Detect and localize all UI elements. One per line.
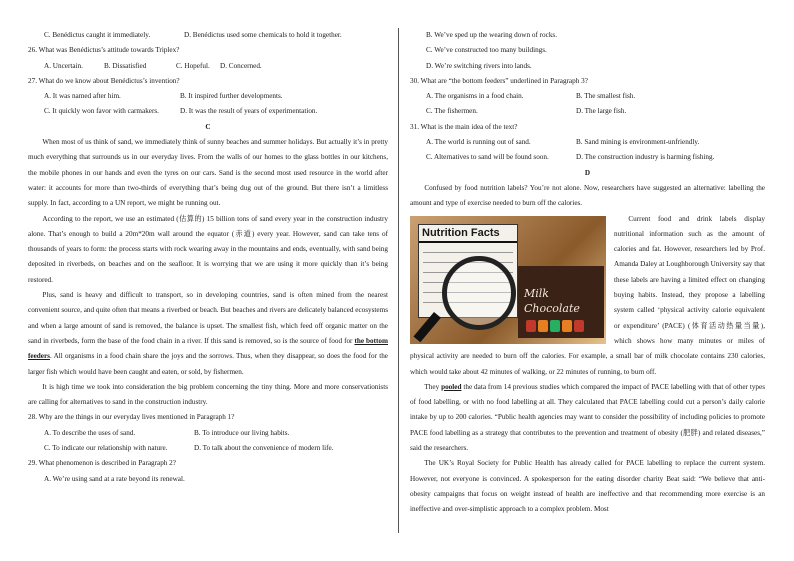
- q27-option-a[interactable]: A. It was named after him.: [44, 92, 121, 101]
- q27-options-cd: [28, 104, 388, 119]
- q29-option-c-row: [410, 43, 765, 58]
- q28-option-a[interactable]: A. To describe the uses of sand.: [44, 428, 136, 437]
- q27-stem: 27. What do we know about Benédictus’s invention?: [28, 76, 180, 85]
- q30-option-c[interactable]: C. The fishermen.: [426, 107, 478, 116]
- q26-option-c[interactable]: C. Hopeful.: [176, 61, 210, 70]
- q29-option-d-row: [410, 59, 765, 74]
- q28-option-b[interactable]: B. To introduce our living habits.: [194, 428, 290, 437]
- q30-options-cd: [410, 104, 765, 119]
- q26-option-a[interactable]: A. Uncertain.: [44, 61, 83, 70]
- q27-options-ab: [28, 89, 388, 104]
- q28-stem: 28. Why are the things in our everyday lives mentioned in Paragraph 1?: [28, 413, 235, 422]
- paragraph-3-text-end: . All organisms in a food chain share the joys and the sorrows. Thus, when they disappear, so does the food for the larger fish which would have been caught and eaten, or sold, by fishermen.: [28, 352, 388, 376]
- q30-stem: 30. What are “the bottom feeders” underlined in Paragraph 3?: [410, 76, 588, 85]
- q29-options-a: [28, 472, 388, 487]
- passage-d-paragraph-2: Current food and drink labels display nutritional information such as the amount of calories and fat. However, researchers led by Prof. Amanda Daley at Loughborough University say that these labels are having a limited effect on changing buying habits. Instead, they propose a labelling system called ‘physical activity calorie equivalent or expenditure’ (PACE) (体育活动热量当量), which shows how many minutes or miles of physical activity are needed to burn off the calories. For example, a small bar of milk chocolate contains 230 calories, which would take about 42 minutes of walking, or 22 minutes of running, to burn off.: [410, 214, 765, 376]
- section-d-heading: D: [584, 168, 591, 177]
- q30-option-b[interactable]: B. The smallest fish.: [576, 92, 636, 101]
- q31-option-d[interactable]: D. The construction industry is harming fishing.: [576, 153, 715, 162]
- passage-d-paragraph-3: [410, 380, 765, 456]
- q25-option-c[interactable]: C. Benédictus caught it immediately.: [44, 31, 151, 39]
- passage-d-paragraph-4: The UK’s Royal Society for Public Health has already called for PACE labelling to replace the current system. However, not everyone is convinced. A spokesperson for the eating disorder charity Beat said: “We believe that anti-obesity campaigns that focus on weight instead of health are ineffective and that recommending more exercise is an ineffective and over-simplistic approach to a complex problem. Most: [410, 459, 765, 514]
- q29-option-b[interactable]: B. We’ve sped up the wearing down of rocks.: [426, 31, 558, 39]
- q29-option-a[interactable]: A. We’re using sand at a rate beyond its renewal.: [44, 474, 185, 483]
- paragraph-3-text-start: Plus, sand is heavy and difficult to transport, so in developing countries, sand is often mined from the nearest convenient source, and quite often that means a riverbed or beach. But beaches and rivers are delicately balanced ecosystems and when a large amount of sand is removed, the balance is upset. The smallest fish, which feed off organic matter on the sand in riverbeds, form the base of the food chain in a river. If this sand is removed, so is the source of food for: [28, 291, 388, 345]
- q26-options: [28, 59, 388, 74]
- q27-option-b[interactable]: B. It inspired further developments.: [180, 92, 283, 101]
- badge-icon: [574, 320, 584, 332]
- paragraph-3-rest: the data from 14 previous studies which compared the impact of PACE labelling with that of other types of food labelling, or with no food labelling at all. They calculated that PACE labelling could cut a person’s daily calorie intake by up to 200 calories. “Public health agencies may want to consider the possibility of including policies to promote PACE food labelling as a strategy that contributes to the prevention and treatment of obesity (肥胖) and related diseases,” said the researchers.: [410, 382, 765, 453]
- left-column: [28, 28, 388, 487]
- passage-c-paragraph-1: When most of us think of sand, we immediately think of sunny beaches and summer holidays. But actually it’s in pretty much everything that surrounds us in our everyday lives. From the walls of our homes to the glass bottles in our kitchens, the mobile phones in our hands and even the tyres on our cars. Sand is the second most used resource in the world after water: it accounts for more than two-thirds of everything that’s being dug out of the ground. But there isn’t a limitless supply. In fact, according to a UN report, we might be running out.: [28, 138, 388, 208]
- q31-option-a[interactable]: A. The world is running out of sand.: [426, 138, 531, 147]
- badge-icon: [538, 320, 548, 332]
- section-c-heading: C: [205, 122, 211, 131]
- chocolate-wrapper: [518, 266, 604, 338]
- badge-icon: [550, 320, 560, 332]
- nutrition-badges: [526, 320, 584, 332]
- q27-option-c[interactable]: C. It quickly won favor with carmakers.: [44, 107, 159, 116]
- badge-icon: [526, 320, 536, 332]
- nutrition-facts-title: Nutrition Facts: [419, 225, 517, 243]
- nutrition-chocolate-image: [410, 216, 606, 344]
- passage-d-paragraph-1: Confused by food nutrition labels? You’re not alone. Now, researchers have suggested an alternative: labelling the amount and type of exercise needed to burn off the calories.: [410, 183, 765, 208]
- q30-option-d[interactable]: D. The large fish.: [576, 107, 627, 116]
- q28-option-d[interactable]: D. To talk about the convenience of modern life.: [194, 444, 334, 453]
- q29-option-c[interactable]: C. We’ve constructed too many buildings.: [426, 46, 547, 55]
- pooled-underlined: pooled: [441, 382, 462, 391]
- chocolate-label: Milk Chocolate: [524, 286, 580, 315]
- paragraph-3-start: They: [424, 382, 442, 391]
- badge-icon: [562, 320, 572, 332]
- nutrition-row: [423, 246, 513, 253]
- q27-option-d[interactable]: D. It was the result of years of experimentation.: [180, 107, 318, 116]
- passage-c-paragraph-3: [28, 288, 388, 380]
- q26-stem: 26. What was Benédictus’s attitude towards Triplex?: [28, 46, 180, 55]
- bottom-feeders-underlined: the bottom feeders: [28, 336, 388, 361]
- passage-c-paragraph-4: It is high time we took into consideration the big problem concerning the tiny thing. More and more conservationists are calling for alternatives to sand in the construction industry.: [28, 382, 388, 407]
- magnifying-glass-icon: [442, 256, 516, 330]
- passage-c-paragraph-2: According to the report, we use an estimated (估算的) 15 billion tons of sand every year in the construction industry alone. That’s enough to build a 20m*20m wall around the equator (赤道) every year. However, sand can take tens of thousands of years to form: the process starts with rock wearing away in the mountains and ends, eventually, with sand being deposited in riverbeds, on beaches and on the seafloor. It is worrying that we are using it more quickly than it’s being restored.: [28, 214, 388, 284]
- q31-option-b[interactable]: B. Sand mining is environment-unfriendly.: [576, 138, 700, 147]
- q28-option-c[interactable]: C. To indicate our relationship with nature.: [44, 444, 168, 453]
- q31-options-cd: [410, 150, 765, 165]
- q29-option-d[interactable]: D. We’re switching rivers into lands.: [426, 61, 532, 70]
- column-divider: [398, 28, 399, 533]
- q28-options-cd: [28, 441, 388, 456]
- q31-options-ab: [410, 135, 765, 150]
- q29-stem: 29. What phenomenon is described in Paragraph 2?: [28, 459, 176, 468]
- q31-stem: 31. What is the main idea of the text?: [410, 122, 518, 131]
- q30-option-a[interactable]: A. The organisms in a food chain.: [426, 92, 524, 101]
- q25-option-d[interactable]: D. Benédictus used some chemicals to hold it together.: [184, 31, 342, 39]
- q26-option-d[interactable]: D. Concerned.: [220, 61, 262, 70]
- right-column: [410, 28, 765, 518]
- q28-options-ab: [28, 426, 388, 441]
- q25-options-cd: [28, 28, 388, 43]
- q31-option-c[interactable]: C. Alternatives to sand will be found soon.: [426, 153, 549, 162]
- q26-option-b[interactable]: B. Dissatisfied: [104, 61, 147, 70]
- q29-option-b-row: [410, 28, 765, 43]
- q30-options-ab: [410, 89, 765, 104]
